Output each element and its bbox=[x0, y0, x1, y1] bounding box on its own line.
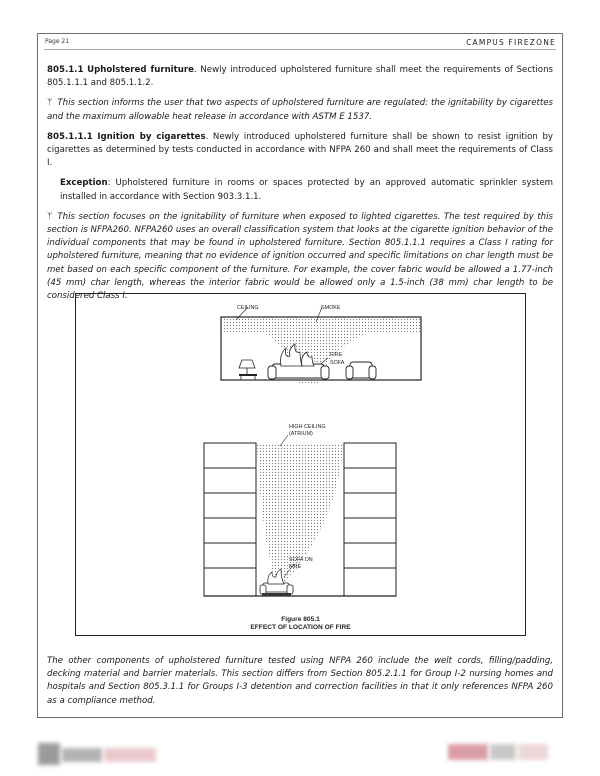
page-number: Page 21 bbox=[45, 38, 70, 45]
ceiling-smoke-layer bbox=[222, 318, 420, 334]
commentary-text: The other components of upholstered furniture tested using NFPA 260 include the welt cords, filling/padding, decking material and barrier materials. This section differs from Section 805.2.1.1 for Group I-2 nursing homes and hospitals and Section 805.3.1.1 for Groups I-3 detention and correction facilities in that it only references NFPA 260 as a compliance method. bbox=[47, 656, 553, 706]
commentary-text: This section focuses on the ignitability of furniture when exposed to lighted cigarettes. The test required by this section is NFPA260. NFPA260 uses an overall classification system that looks at the cigarette ignition behavior of the individual components that may be found in upholstered furniture. Section 805.1.1.1 requires a Class I rating for upholstered furniture, meaning that no evidence of ignition occurred and specific limitations on char length must be met based on each specific component of the furniture. For example, the cover fabric would be allowed a 1.77-inch (45 mm) char length, whereas the interior fabric would be allowed only a 1.5-inch (38 mm) char length to be considered Class I. bbox=[47, 211, 553, 302]
room-diagram bbox=[221, 305, 421, 384]
atrium-label: (ATRIUM) bbox=[289, 431, 313, 437]
section-text: . Newly introduced upholstered furniture shall meet the requirements of Sections 805.1.1.1 and 805.1.1.2. bbox=[47, 65, 553, 89]
fire-location-diagram bbox=[76, 294, 525, 635]
section-805-1-1 bbox=[47, 64, 553, 90]
sofa-label: SOFA bbox=[330, 360, 345, 366]
armchair-icon bbox=[346, 362, 376, 379]
sofa-on-fire-label: SOFA ON bbox=[289, 557, 313, 563]
figure-title: EFFECT OF LOCATION OF FIRE bbox=[250, 624, 351, 631]
section-number: 805.1.1 bbox=[47, 65, 84, 75]
main-content bbox=[47, 64, 553, 310]
section-text: . Newly introduced upholstered furniture shall be shown to resist ignition by cigarettes as determined by tests conducted in accordance with NFPA 260 and shall meet the requirements of Class I. bbox=[47, 131, 553, 169]
exception-label: Exception bbox=[60, 178, 108, 189]
atrium-diagram bbox=[204, 424, 396, 596]
sofa-on-fire-label-2: FIRE bbox=[289, 564, 302, 570]
exception-text: : Upholstered furniture in rooms or spaces protected by an approved automatic sprinkler system installed in accordance with Section 903.3.1.1. bbox=[60, 178, 553, 202]
commentary-note bbox=[47, 211, 553, 303]
exception-paragraph bbox=[47, 177, 553, 203]
section-805-1-1-1 bbox=[47, 131, 553, 171]
fire-label: FIRE bbox=[330, 352, 343, 358]
section-number: 805.1.1.1 bbox=[47, 131, 93, 142]
section-heading: Upholstered furniture bbox=[87, 65, 194, 75]
smoke-label: SMOKE bbox=[321, 305, 341, 311]
commentary-icon: ᛘ bbox=[47, 98, 53, 109]
commentary-icon: ᛘ bbox=[47, 211, 53, 222]
section-heading: Ignition by cigarettes bbox=[97, 131, 206, 142]
header-rule bbox=[44, 49, 556, 50]
ceiling-label: CEILING bbox=[237, 305, 259, 311]
commentary-text: This section informs the user that two aspects of upholstered furniture are regulated: the ignitability by cigarettes and the maximum allowable heat release in accordance with ASTM E 1537. bbox=[47, 98, 553, 122]
lamp-table-icon bbox=[239, 360, 257, 380]
high-ceiling-label: HIGH CEILING bbox=[289, 424, 326, 430]
figure-805-1 bbox=[75, 293, 526, 636]
figure-number: Figure 805.1 bbox=[281, 616, 320, 623]
closing-commentary bbox=[47, 655, 553, 715]
commentary-note bbox=[47, 97, 553, 123]
running-header-title: CAMPUS FIREZONE bbox=[466, 38, 556, 47]
